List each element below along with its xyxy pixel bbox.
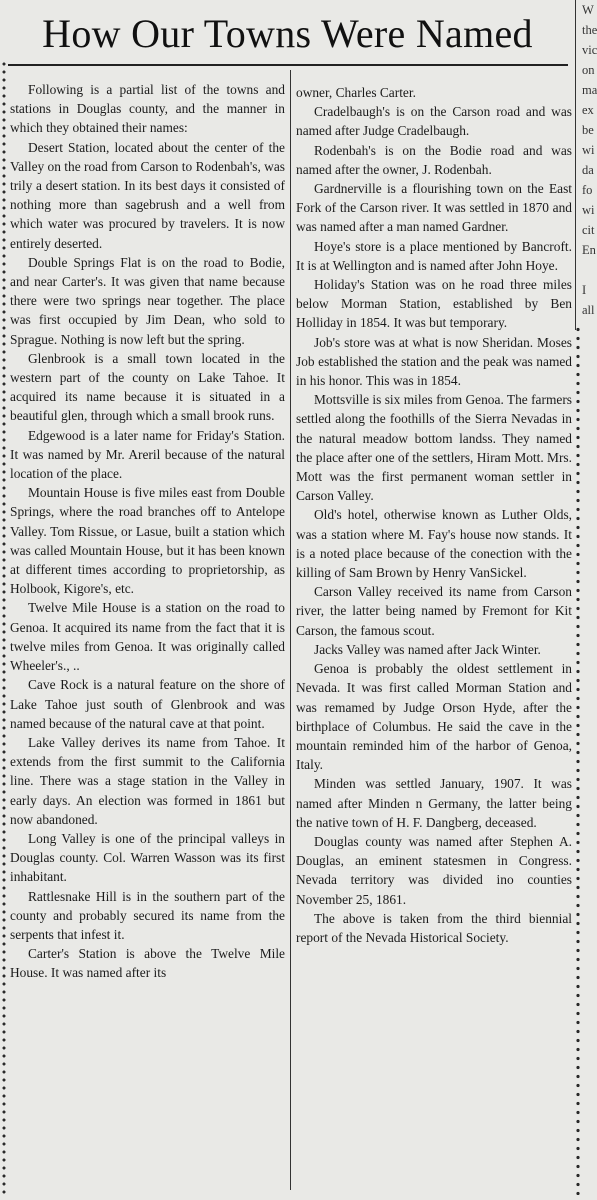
article-paragraph: Rodenbah's is on the Bodie road and was named after the owner, J. Rodenbah. [296,142,572,177]
adjacent-text-fragment: the [582,23,597,37]
adjacent-text-fragment: En [582,243,596,257]
article-paragraph: Carter's Station is above the Twelve Mile House. It was named after its [10,946,285,981]
article-paragraph: Gardnerville is a flourishing town on the East Fork of the Carson river. It was settled in 1870 and was named after a man named Gardner. [296,181,572,235]
adjacent-text-fragment: vic [582,43,597,57]
adjacent-text-fragment: wi [582,203,595,217]
adjacent-text-fragment: ex [582,103,594,117]
article-paragraph: Desert Station, located about the center of the Valley on the road from Carson to Rodenbah's, was trily a desert station. In its best days it consisted of nothing more than sagebrush and a well from which water was procured by travelers. It is now entirely deserted. [10,139,286,251]
article-paragraph: Twelve Mile House is a station on the road to Genoa. It acquired its name from the fact that it is twelve miles from Genoa. It was originally called Wheeler's., .. [10,600,285,674]
headline-rule [8,64,568,66]
right-ornamental-border [574,325,582,1195]
article-paragraph: Jacks Valley was named after Jack Winter. [314,641,541,657]
article-paragraph: Double Springs Flat is on the road to Bodie, and near Carter's. It was given that name because there were two springs near together. The place was first occupied by Jim Dean, who sold to Sprague. Nothing is now left but the spring. [10,254,285,347]
adjacent-text-fragment: all [582,303,595,317]
article-paragraph: Minden was settled January, 1907. It was named after Minden n Germany, the latter being the native town of H. F. Dangberg, deceased. [296,776,572,830]
adjacent-text-fragment: wi [582,143,595,157]
article-paragraph: Glenbrook is a small town located in the western part of the county on Lake Tahoe. It acquired its name because it is situated in a beautiful glen, through which a small brook runs. [10,350,285,424]
article-paragraph: Mottsville is six miles from Genoa. The farmers settled along the foothills of the Sierra Nevadas in the natural meadow bottom landss. They named the place after one of the settlers, Hiram Mott. Mrs. Mott was the first permanent woman settler in Carson Valley. [296,392,572,504]
adjacent-column-rule [575,0,576,330]
adjacent-text-fragment: W [582,3,594,17]
adjacent-column-fragment [582,0,597,320]
adjacent-text-fragment: fo [582,183,593,197]
article-paragraph: Genoa is probably the oldest settlement in Nevada. It was first called Morman Station and was remamed by Judge Orson Hyde, after the birthplace of Columbus. He said the cave in the mountain reminded him of the harbor of Genoa, Italy. [296,661,572,773]
right-column [296,83,572,947]
article-paragraph: The above is taken from the third biennial report of the Nevada Historical Society. [296,910,572,945]
article-paragraph: owner, Charles Carter. [296,85,416,100]
article-paragraph: Hoye's store is a place mentioned by Bancroft. It is at Wellington and is named after John Hoye. [296,238,572,273]
article-paragraph: Cave Rock is a natural feature on the shore of Lake Tahoe just south of Glenbrook and was named because of the natural cave at that point. [10,677,285,731]
adjacent-text-fragment: be [582,123,594,137]
article-paragraph: Long Valley is one of the principal valleys in Douglas county. Col. Warren Wasson was its first inhabitant. [10,830,285,885]
article-paragraph: Job's store was at what is now Sheridan. Moses Job established the station and the peak was named in his honor. This was in 1854. [296,334,572,389]
article-paragraph: Rattlesnake Hill is in the southern part of the county and probably secured its name from the serpents that infest it. [10,888,285,942]
article-paragraph: Edgewood is a later name for Friday's Station. It was named by Mr. Areril because of the natural location of the place. [10,427,285,482]
adjacent-text-fragment: ma [582,83,597,97]
adjacent-text-fragment [582,260,597,280]
article-headline: How Our Towns Were Named [42,11,533,56]
column-divider [290,70,291,1190]
adjacent-text-fragment: cit [582,223,595,237]
left-column [10,80,285,983]
article-paragraph: Following is a partial list of the towns and stations in Douglas county, and the manner in which they obtained their names: [10,82,285,136]
article-paragraph: Holiday's Station was on he road three miles below Morman Station, established by Ben Holliday in 1854. It was but temporary. [296,277,572,331]
article-paragraph: Douglas county was named after Stephen A. Douglas, an eminent statesmen in Congress. Nevada territory was divided ino counties November 25, 1861. [296,833,572,907]
article-paragraph: Cradelbaugh's is on the Carson road and was named after Judge Cradelbaugh. [296,104,572,139]
adjacent-text-fragment: I [582,283,587,297]
article-paragraph: Old's hotel, otherwise known as Luther Olds, was a station where M. Fay's house now stands. It is a noted place because of the conection with the killing of Sam Brown by Henry VanSickel. [296,507,572,581]
adjacent-text-fragment: on [582,63,595,77]
adjacent-text-fragment: da [582,163,594,177]
left-ornamental-border [1,60,7,1195]
article-paragraph: Mountain House is five miles east from Double Springs, where the road branches off to Antelope Valley. Tom Rissue, or Lasue, built a station which was called Mountain House, but it has been known at different times according to proprietorship, as Holbook, Kigore's, etc. [10,485,285,597]
article-paragraph: Lake Valley derives its name from Tahoe. It extends from the first summit to the California line. There was a stage station in the Valley in early days. An election was formed in 1861 but now abandoned. [10,734,285,827]
article-paragraph: Carson Valley received its name from Carson river, the latter being named by Fremont for Kit Carson, the famous scout. [296,584,572,638]
